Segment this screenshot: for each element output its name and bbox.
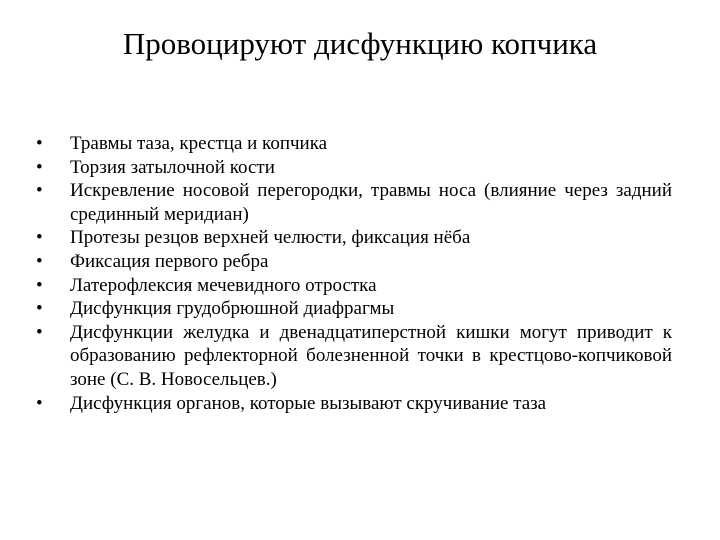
bullet-text: Травмы таза, крестца и копчика [70, 133, 328, 154]
bullet-icon: • [36, 321, 43, 343]
bullet-item [36, 226, 672, 250]
bullet-icon: • [36, 133, 43, 154]
bullet-item [36, 156, 672, 180]
bullet-item [36, 274, 672, 298]
bullet-icon: • [36, 298, 43, 320]
slide-title: Провоцируют дисфункцию копчика [122, 26, 598, 61]
bullet-item [36, 250, 672, 274]
bullet-text: Дисфункция грудобрюшной диафрагмы [70, 298, 395, 320]
bullet-icon: • [36, 392, 43, 414]
bullet-item [36, 321, 672, 392]
bullet-item [36, 297, 672, 321]
bullet-icon: • [36, 156, 43, 178]
bullet-text: Дисфункции желудка и двенадцатиперстной кишки могут приводит к образованию рефлекторной болезненной точки в крестцово-копчиковой зоне (С. В. Новосельцев.) [70, 321, 672, 390]
bullet-text: Протезы резцов верхней челюсти, фиксация нёба [70, 227, 471, 249]
bullet-text: Искревление носовой перегородки, травмы носа (влияние через задний срединный меридиан) [70, 180, 672, 225]
bullet-icon: • [36, 274, 43, 296]
bullet-text: Фиксация первого ребра [70, 250, 269, 272]
bullet-item [36, 179, 672, 226]
bullet-text: Дисфункция органов, которые вызывают скручивание таза [70, 392, 547, 414]
bullet-text: Торзия затылочной кости [70, 156, 275, 178]
bullet-item [36, 392, 672, 416]
bullet-item [36, 132, 672, 156]
bullet-icon: • [36, 180, 43, 202]
bullet-text: Латерофлексия мечевидного отростка [70, 274, 377, 296]
bullet-icon: • [36, 250, 43, 272]
bullet-icon: • [36, 227, 43, 249]
bullet-list [36, 132, 672, 415]
